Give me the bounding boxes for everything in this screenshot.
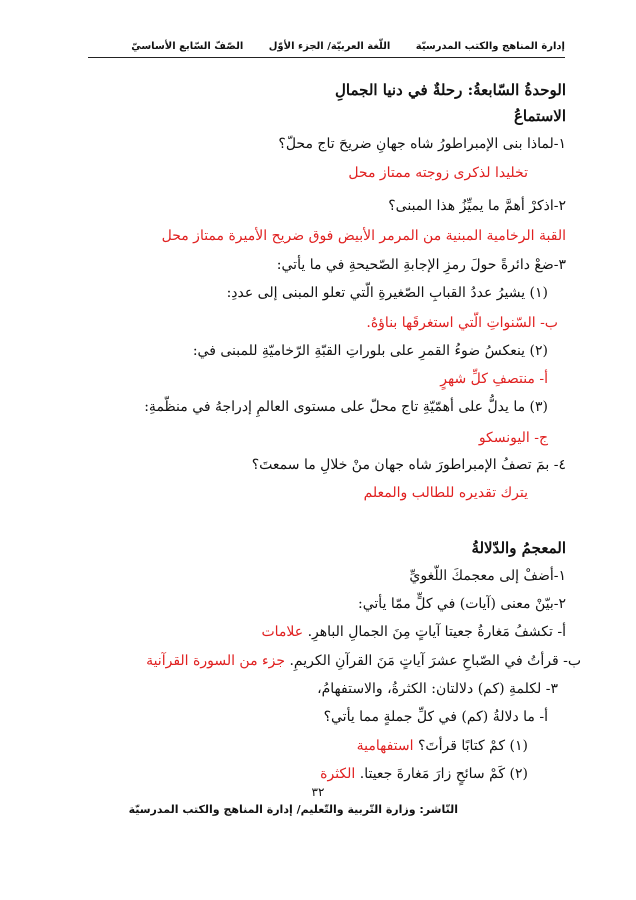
lexicon-q3-a1-answer: استفهامية <box>356 738 414 754</box>
listening-q4: ٤- بمَ تصفُ الإمبراطورَ شاه جهان منْ خلالِ ما سمعتَ؟ <box>251 457 566 473</box>
listening-q3-3: (٣) ما يدلُّ على أهمّيّةِ تاج محلّ على مستوى العالمِ إدراجهُ في منظّمةِ: <box>144 399 548 415</box>
lexicon-q2-a <box>261 622 566 642</box>
lexicon-q2-a-answer: علامات <box>261 624 304 640</box>
listening-q1: ١-لماذا بنى الإمبراطورُ شاه جهانِ ضريحَ تاج محلّ؟ <box>278 136 566 152</box>
lexicon-q3-a: أ- ما دلالةُ (كم) في كلِّ جملةٍ مما يأتي؟ <box>323 709 548 725</box>
lexicon-q3: ٣- لكلمةِ (كم) دلالتان: الكثرةُ، والاستفهامُ، <box>317 681 558 697</box>
lexicon-q2-b-answer: جزء من السورة القرآنية <box>146 653 285 669</box>
listening-a3-1: ب- السّنواتِ الّتي استغرقَها بناؤهُ. <box>366 315 558 331</box>
lexicon-q1: ١-أضفْ إلى معجمكَ اللّغويِّ <box>409 568 566 584</box>
lexicon-q2: ٢-بيّنْ معنى (آيات) في كلٍّ ممّا يأتي: <box>358 596 566 612</box>
lexicon-q3-a2-answer: الكثرة <box>320 766 356 782</box>
header-divider <box>88 57 565 58</box>
listening-q3-1: (١) يشيرُ عددُ القبابِ الصّغيرةِ الّتي تعلو المبنى إلى عددِ: <box>226 285 548 301</box>
listening-a2: القبة الرخامية المبنية من المرمر الأبيض فوق ضريح الأميرة ممتاز محل <box>161 228 566 244</box>
listening-heading: الاستماعُ <box>513 107 566 125</box>
listening-a3-2: أ- منتصفِ كلِّ شهرٍ <box>440 371 548 387</box>
lexicon-q3-a1 <box>357 736 528 756</box>
lexicon-q2-b-text: ب- قرأتُ في الصّباحِ عشرَ آياتٍ مَنَ القرآنِ الكريمِ. <box>289 653 581 669</box>
lexicon-q3-a1-text: (١) كمْ كتابًا قرأتَ؟ <box>417 738 528 754</box>
lexicon-heading: المعجمُ والدّلالةُ <box>471 539 566 557</box>
listening-a3-3: ج- اليونسكو <box>478 430 548 446</box>
unit-title: الوحدةُ السّابعةُ: رحلةٌ في دنيا الجمالِ <box>335 81 566 99</box>
header-subject: اللّغة العربيّة/ الجزء الأوّل <box>268 41 391 52</box>
header-grade: الصّفّ السّابع الأساسيّ <box>131 41 244 52</box>
listening-a4: يترك تقديره للطالب والمعلم <box>363 485 528 501</box>
listening-q3: ٣-ضعْ دائرةً حولَ رمزِ الإجابةِ الصّحيحةِ في ما يأتي: <box>276 257 566 273</box>
listening-q3-2: (٢) ينعكسُ ضوءُ القمرِ على بلوراتِ القبّةِ الرّخاميّةِ للمبنى في: <box>192 343 548 359</box>
lexicon-q3-a2 <box>320 764 528 784</box>
lexicon-q3-a2-text: (٢) كَمْ سائحٍ زارَ مَغارةَ جعيتا. <box>359 766 528 782</box>
lexicon-q2-b <box>146 651 581 671</box>
listening-q2: ٢-اذكرْ أهمَّ ما يميِّزُ هذا المبنى؟ <box>388 198 566 214</box>
header-admin: إدارة المناهج والكتب المدرسيّة <box>415 41 565 52</box>
listening-a1: تخليدا لذكرى زوجته ممتاز محل <box>348 165 528 181</box>
page-number: ٣٢ <box>311 785 325 799</box>
publisher-footer: النّاشر: وزارة التّربية والتّعليم/ إدارة المناهج والكتب المدرسيّة <box>128 803 458 816</box>
page-header <box>50 41 565 55</box>
lexicon-q2-a-text: أ- تكشفُ مَغارةُ جعيتا آياتٍ مِنَ الجمالِ الباهرِ. <box>307 624 566 640</box>
